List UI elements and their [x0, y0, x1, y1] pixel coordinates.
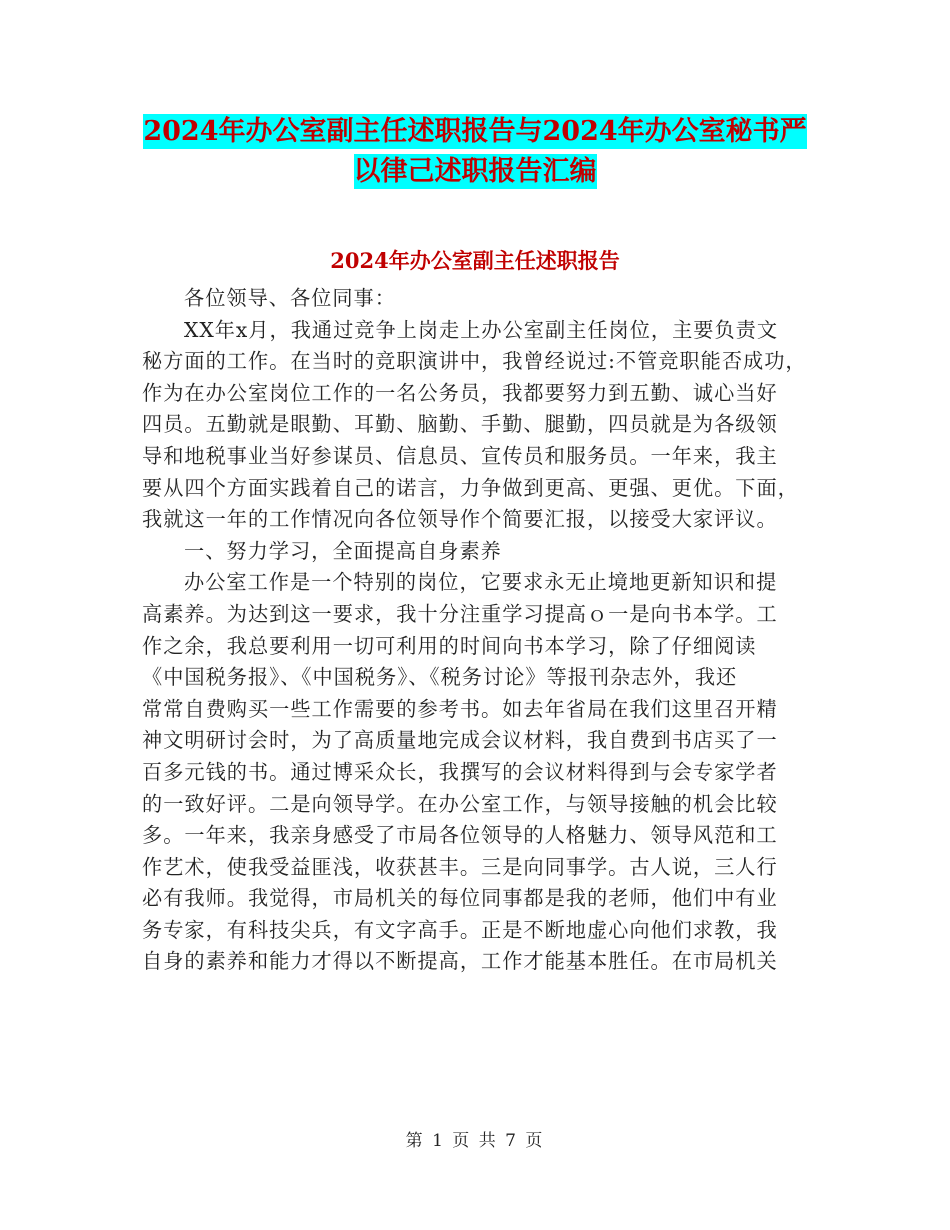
paragraph-line: 自身的素养和能力才得以不断提高，工作才能基本胜任。在市局机关: [142, 949, 778, 974]
paragraph-line: 作之余，我总要利用一切可利用的时间向书本学习，除了仔细阅读: [142, 633, 757, 658]
body-text: [142, 283, 807, 978]
paragraph-line: 作为在办公室岗位工作的一名公务员，我都要努力到五勤、诚心当好: [142, 380, 778, 405]
paragraph-line: 秘方面的工作。在当时的竞职演讲中，我曾经说过:不管竞职能否成功，: [142, 349, 807, 374]
paragraph-line: 我就这一年的工作情况向各位领导作个简要汇报，以接受大家评议。: [142, 507, 778, 532]
title-line-1: 2024年办公室副主任述职报告与2024年办公室秘书严: [143, 116, 807, 147]
paragraph-line: 必有我师。我觉得，市局机关的每位同事都是我的老师，他们中有业: [142, 886, 778, 911]
paragraph-line: 的一致好评。二是向领导学。在办公室工作，与领导接触的机会比较: [142, 791, 778, 816]
paragraph-line: 导和地税事业当好参谋员、信息员、宣传员和服务员。一年来，我主: [142, 443, 778, 468]
paragraph-line: 一、努力学习，全面提高自身素养: [184, 538, 502, 563]
title-line-2: 以律己述职报告汇编: [353, 156, 597, 187]
paragraph-line: 多。一年来，我亲身感受了市局各位领导的人格魅力、领导风范和工: [142, 823, 778, 848]
paragraph-line: 作艺术，使我受益匪浅，收获甚丰。三是向同事学。古人说，三人行: [142, 854, 778, 879]
paragraph-line: 要从四个方面实践着自己的诺言，力争做到更高、更强、更优。下面，: [142, 475, 799, 500]
document-title: [0, 112, 950, 192]
paragraph-line: 百多元钱的书。通过博采众长，我撰写的会议材料得到与会专家学者: [142, 759, 778, 784]
paragraph-line: 各位领导、各位同事：: [184, 286, 396, 310]
paragraph-line: 务专家，有科技尖兵，有文字高手。正是不断地虚心向他们求教，我: [142, 917, 778, 942]
paragraph-line: 四员。五勤就是眼勤、耳勤、脑勤、手勤、腿勤，四员就是为各级领: [142, 412, 778, 437]
paragraph-line: 《中国税务报》、《中国税务》、《税务讨论》等报刊杂志外，我还: [142, 665, 738, 690]
section-title: 2024年办公室副主任述职报告: [330, 248, 620, 273]
paragraph-line: 常常自费购买一些工作需要的参考书。如去年省局在我们这里召开精: [142, 696, 778, 721]
paragraph-line: 高素养。为达到这一要求，我十分注重学习提高ｏ一是向书本学。工: [142, 601, 778, 626]
paragraph-line: XX年x月，我通过竞争上岗走上办公室副主任岗位，主要负责文: [184, 317, 779, 342]
paragraph-line: 神文明研讨会时，为了高质量地完成会议材料，我自费到书店买了一: [142, 728, 778, 753]
page-footer: 第 1 页 共 7 页: [405, 1131, 545, 1151]
paragraph-line: 办公室工作是一个特别的岗位，它要求永无止境地更新知识和提: [184, 570, 778, 595]
